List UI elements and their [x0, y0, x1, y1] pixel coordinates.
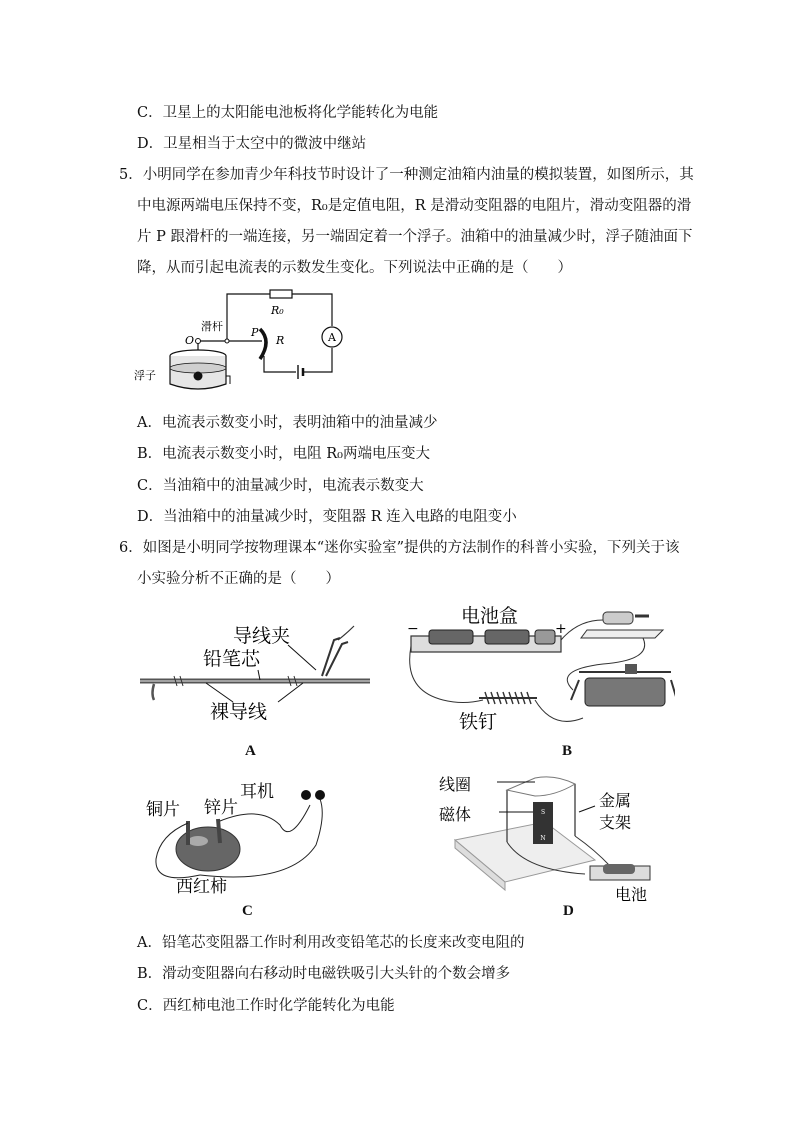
earphone-right-icon: [315, 790, 325, 800]
stand-label-1: 金属: [599, 791, 632, 810]
stand-label-2: 支架: [599, 813, 632, 832]
magnet-s: S: [540, 809, 546, 816]
q4-option-d: D．卫星相当于太空中的微波中继站: [137, 136, 367, 152]
q6-figure-a: [138, 610, 378, 720]
nail-label: 铁钉: [459, 711, 498, 733]
ammeter-label: A: [328, 331, 336, 344]
tomato-icon: [176, 827, 240, 871]
coil-label: 线圈: [439, 775, 472, 794]
q6-stem-line-2: 小实验分析不正确的是（ ）: [137, 571, 340, 587]
wire-end-icon: [153, 684, 155, 700]
float-label: 浮子: [134, 369, 156, 382]
q5-circuit-figure: [132, 286, 362, 398]
resistor-r0: [270, 290, 292, 298]
copper-label: 铜片: [146, 800, 180, 820]
q5-stem-line-3: 片 P 跟滑杆的一端连接，另一端固定着一个浮子。油箱中的油量减少时，浮子随油面下: [137, 229, 693, 245]
q6-figure-b: [403, 600, 675, 735]
coil-icon: [507, 777, 575, 796]
earphone-label: 耳机: [240, 782, 274, 802]
battery-label: 电池: [615, 885, 648, 904]
magnet-label: 磁体: [439, 805, 472, 824]
figure-c-label: C: [242, 903, 253, 919]
minus-sign: −: [407, 621, 419, 637]
q5-option-b: B．电流表示数变小时，电阻 R₀两端电压变大: [137, 446, 430, 462]
rod-label: 滑杆: [201, 320, 223, 333]
r-label: R: [276, 334, 285, 347]
slider-resistor-r: [260, 329, 266, 359]
q6-option-a: A．铅笔芯变阻器工作时利用改变铅笔芯的长度来改变电阻的: [137, 935, 525, 951]
float-icon: [194, 372, 203, 381]
plus-sign: +: [555, 621, 567, 637]
q6-figure-d: [435, 770, 675, 905]
lead-label: 铅笔芯: [203, 648, 261, 670]
figure-d-label: D: [563, 903, 574, 919]
wire-clip-icon: [322, 638, 348, 676]
magnet-n: N: [540, 835, 546, 842]
wire-label: 裸导线: [210, 701, 268, 720]
q6-option-b: B．滑动变阻器向右移动时电磁铁吸引大头针的个数会增多: [137, 966, 511, 982]
earphone-left-icon: [301, 790, 311, 800]
figure-a-label: A: [245, 743, 256, 759]
q5-option-d: D．当油箱中的油量减少时，变阻器 R 连入电路的电阻变小: [137, 509, 517, 525]
q5-stem-line-2: 中电源两端电压保持不变，R₀是定值电阻，R 是滑动变阻器的电阻片，滑动变阻器的滑: [137, 198, 692, 214]
q6-figure-c: [140, 775, 360, 900]
q4-option-c: C．卫星上的太阳能电池板将化学能转化为电能: [137, 105, 439, 121]
figure-b-label: B: [562, 743, 573, 759]
o-label: O: [185, 334, 195, 347]
q6-option-c: C．西红柿电池工作时化学能转化为电能: [137, 998, 395, 1014]
p-label: P: [251, 326, 259, 339]
clip-label: 导线夹: [233, 625, 291, 647]
rheostat-icon: [585, 678, 665, 706]
tomato-label: 西红柿: [176, 877, 227, 897]
battery-box-label: 电池盒: [461, 605, 519, 627]
zinc-plate-icon: [218, 819, 220, 843]
r0-label: R₀: [271, 304, 284, 317]
switch-icon: [603, 612, 633, 624]
q6-stem-line-1: 6．如图是小明同学按物理课本“迷你实验室”提供的方法制作的科普小实验，下列关于该: [119, 540, 680, 556]
q5-stem-line-4: 降，从而引起电流表的示数发生变化。下列说法中正确的是（ ）: [137, 260, 572, 276]
zinc-label: 锌片: [204, 798, 238, 818]
q5-option-a: A．电流表示数变小时，表明油箱中的油量减少: [137, 415, 438, 431]
q5-option-c: C．当油箱中的油量减少时，电流表示数变大: [137, 478, 424, 494]
q5-stem-line-1: 5．小明同学在参加青少年科技节时设计了一种测定油箱内油量的模拟装置，如图所示，其: [119, 167, 694, 183]
